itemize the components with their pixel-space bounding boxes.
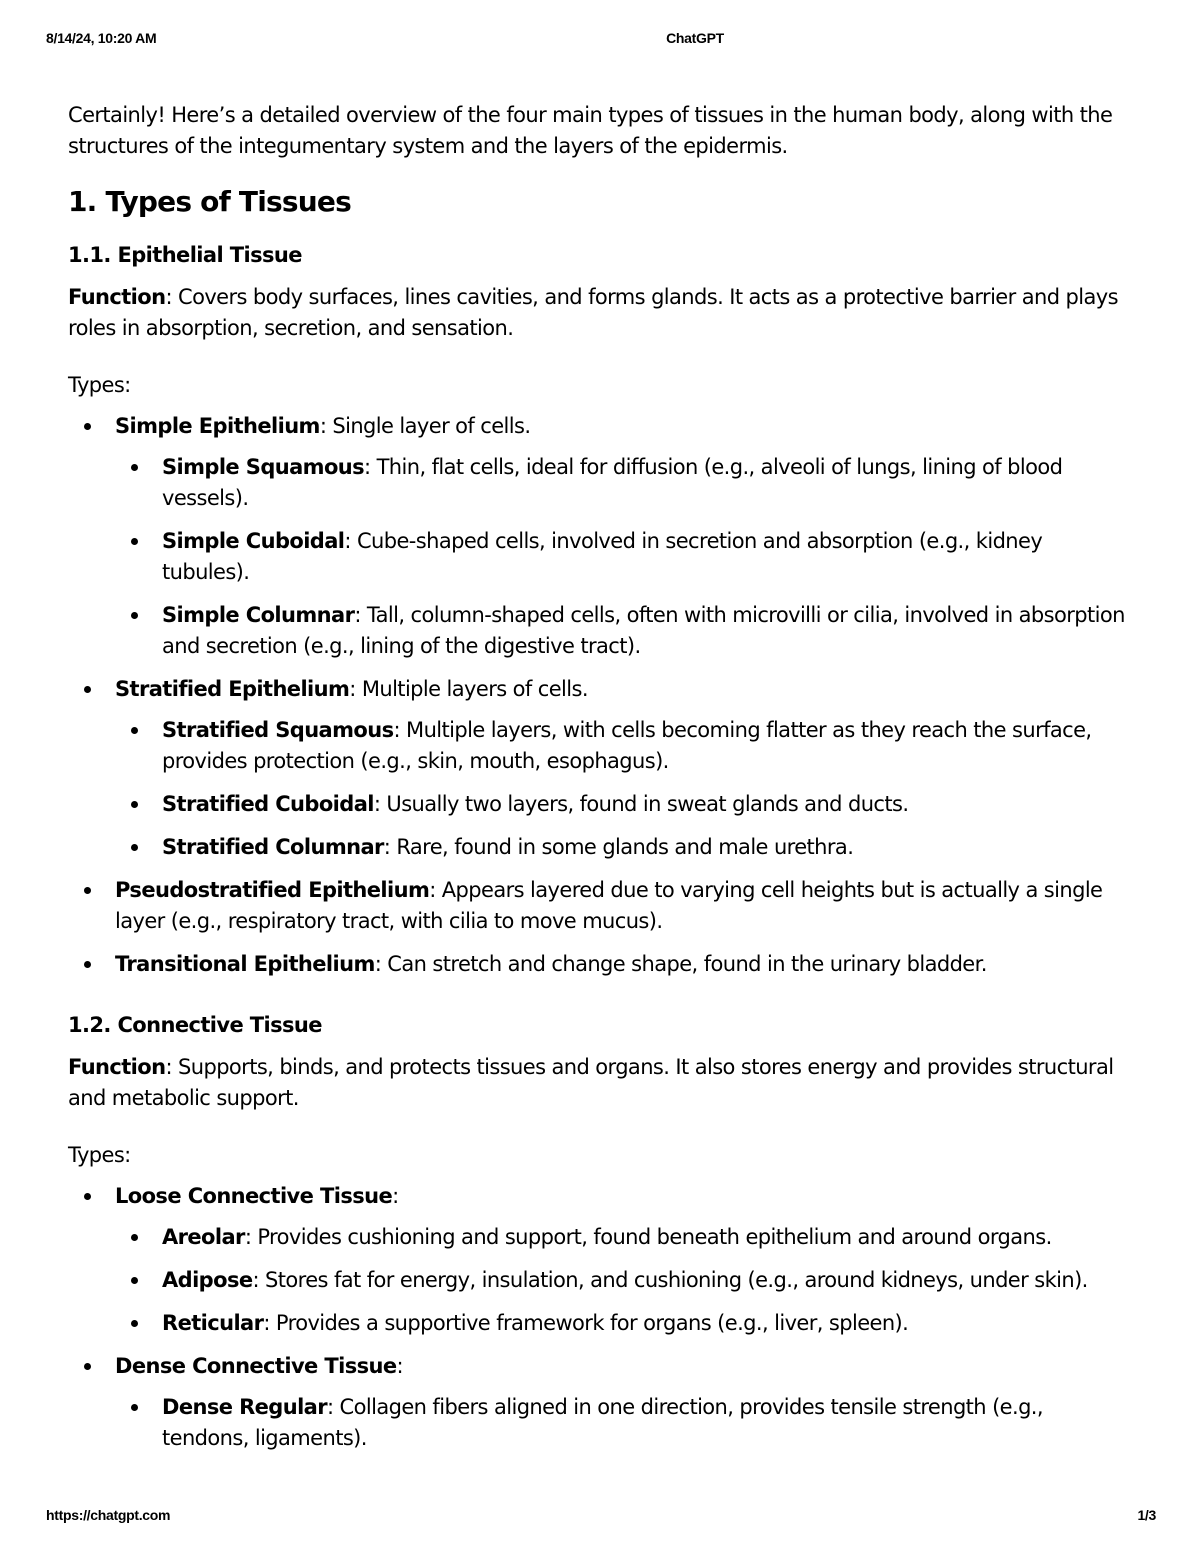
list-item-areolar xyxy=(115,1222,1128,1253)
item-text: : Can stretch and change shape, found in the urinary bladder. xyxy=(374,952,987,976)
epithelial-function xyxy=(68,282,1128,344)
item-text: : Multiple layers, with cells becoming flatter as they reach the surface, provides protection (e.g., skin, mouth, esophagus). xyxy=(162,718,1092,773)
item-label: Dense Connective Tissue xyxy=(115,1354,397,1378)
intro-paragraph: Certainly! Here’s a detailed overview of the four main types of tissues in the human body, along with the structures of the integumentary system and the layers of the epidermis. xyxy=(68,103,1113,158)
footer-url[interactable]: https://chatgpt.com xyxy=(46,1507,171,1523)
item-text: : Collagen fibers aligned in one direction, provides tensile strength (e.g., tendons, ligaments). xyxy=(162,1395,1043,1450)
list-item-simple-squamous xyxy=(115,452,1128,514)
loose-connective-sublist xyxy=(115,1222,1128,1339)
list-item-dense-connective-tissue xyxy=(68,1351,1128,1454)
item-label: Stratified Epithelium xyxy=(115,677,350,701)
item-label: Simple Columnar xyxy=(162,603,355,627)
list-item-dense-regular xyxy=(115,1392,1128,1454)
dense-connective-sublist xyxy=(115,1392,1128,1454)
list-item-reticular xyxy=(115,1308,1128,1339)
item-label: Reticular xyxy=(162,1311,264,1335)
item-text: : Provides a supportive framework for organs (e.g., liver, spleen). xyxy=(263,1311,909,1335)
list-item-adipose xyxy=(115,1265,1128,1296)
item-label: Loose Connective Tissue xyxy=(115,1184,393,1208)
epithelial-types-list xyxy=(68,411,1128,980)
epithelial-types-label: Types: xyxy=(68,373,131,397)
list-item-transitional-epithelium xyxy=(68,949,1128,980)
item-label: Transitional Epithelium xyxy=(115,952,375,976)
item-text: : Usually two layers, found in sweat glands and ducts. xyxy=(373,792,909,816)
item-label: Pseudostratified Epithelium xyxy=(115,878,430,902)
stratified-epithelium-sublist xyxy=(115,715,1128,863)
item-text: : Multiple layers of cells. xyxy=(349,677,588,701)
item-text: : xyxy=(392,1184,399,1208)
list-item-simple-cuboidal xyxy=(115,526,1128,588)
list-item-simple-columnar xyxy=(115,600,1128,662)
list-item-stratified-epithelium xyxy=(68,674,1128,863)
document-body xyxy=(68,100,1128,1466)
list-item-stratified-columnar xyxy=(115,832,1128,863)
item-text: : Single layer of cells. xyxy=(319,414,531,438)
item-text: : Stores fat for energy, insulation, and cushioning (e.g., around kidneys, under skin). xyxy=(252,1268,1088,1292)
simple-epithelium-sublist xyxy=(115,452,1128,662)
item-label: Stratified Cuboidal xyxy=(162,792,374,816)
list-item-stratified-squamous xyxy=(115,715,1128,777)
item-text: : Rare, found in some glands and male urethra. xyxy=(383,835,854,859)
print-title: ChatGPT xyxy=(666,30,724,46)
function-label: Function xyxy=(68,285,166,309)
item-text: : Provides cushioning and support, found beneath epithelium and around organs. xyxy=(244,1225,1052,1249)
item-text: : xyxy=(396,1354,403,1378)
subheading-connective-tissue: 1.2. Connective Tissue xyxy=(68,1013,322,1037)
page-number: 1/3 xyxy=(1137,1507,1156,1523)
item-text: : Tall, column-shaped cells, often with microvilli or cilia, involved in absorption and secretion (e.g., lining of the digestive tract). xyxy=(162,603,1125,658)
connective-types-label: Types: xyxy=(68,1143,131,1167)
item-label: Stratified Squamous xyxy=(162,718,394,742)
item-label: Adipose xyxy=(162,1268,253,1292)
item-text: : Cube-shaped cells, involved in secretion and absorption (e.g., kidney tubules). xyxy=(162,529,1043,584)
connective-types-list xyxy=(68,1181,1128,1454)
item-label: Simple Cuboidal xyxy=(162,529,345,553)
item-label: Simple Epithelium xyxy=(115,414,320,438)
list-item-simple-epithelium xyxy=(68,411,1128,662)
item-text: : Appears layered due to varying cell heights but is actually a single layer (e.g., respiratory tract, with cilia to move mucus). xyxy=(115,878,1103,933)
subheading-epithelial-tissue: 1.1. Epithelial Tissue xyxy=(68,243,302,267)
connective-function xyxy=(68,1052,1128,1114)
list-item-loose-connective-tissue xyxy=(68,1181,1128,1339)
item-label: Dense Regular xyxy=(162,1395,327,1419)
item-label: Areolar xyxy=(162,1225,245,1249)
function-label: Function xyxy=(68,1055,166,1079)
list-item-stratified-cuboidal xyxy=(115,789,1128,820)
function-text: : Supports, binds, and protects tissues and organs. It also stores energy and provides structural and metabolic support. xyxy=(68,1055,1114,1110)
list-item-pseudostratified-epithelium xyxy=(68,875,1128,937)
print-datetime: 8/14/24, 10:20 AM xyxy=(46,30,157,46)
item-label: Simple Squamous xyxy=(162,455,365,479)
item-label: Stratified Columnar xyxy=(162,835,384,859)
function-text: : Covers body surfaces, lines cavities, and forms glands. It acts as a protective barrier and plays roles in absorption, secretion, and sensation. xyxy=(68,285,1118,340)
item-text: : Thin, flat cells, ideal for diffusion (e.g., alveoli of lungs, lining of blood vessels). xyxy=(162,455,1063,510)
section-heading-types-of-tissues: 1. Types of Tissues xyxy=(68,185,351,218)
